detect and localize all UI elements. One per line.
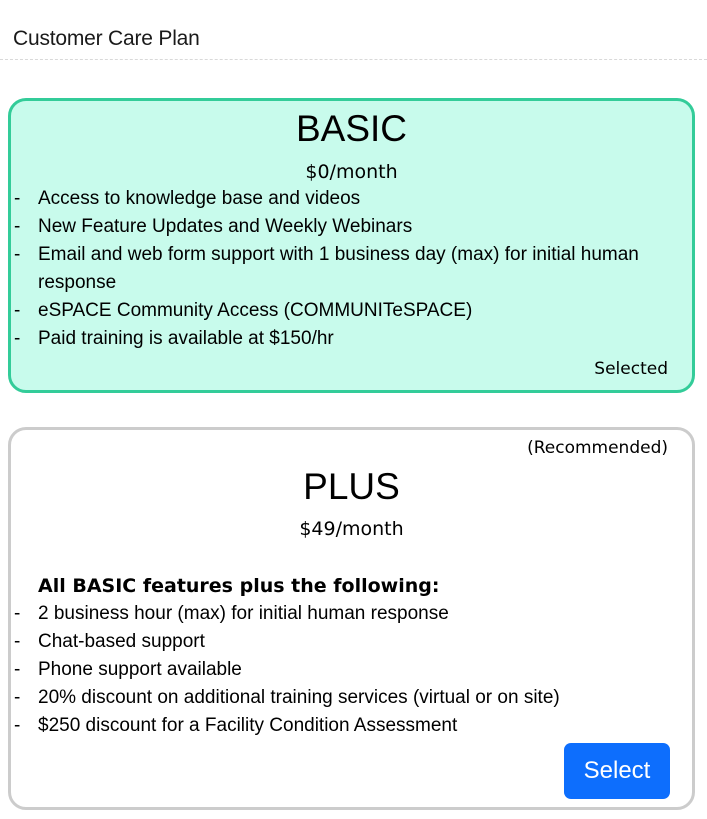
feature-text: Chat-based support	[38, 631, 205, 652]
feature-item	[14, 213, 674, 241]
feature-text: Phone support available	[38, 659, 242, 680]
feature-text: $250 discount for a Facility Condition Assessment	[38, 715, 458, 736]
list-marker: -	[14, 603, 21, 624]
select-plus-button[interactable]: Select	[564, 743, 670, 799]
plan-price: $0/month	[305, 161, 398, 183]
recommended-badge: (Recommended)	[527, 438, 668, 458]
list-marker: -	[14, 216, 21, 237]
feature-text: Paid training is available at $150/hr	[38, 328, 334, 349]
list-marker: -	[14, 300, 21, 321]
plan-price: $49/month	[299, 518, 404, 540]
plan-intro: All BASIC features plus the following:	[38, 575, 440, 597]
list-marker: -	[14, 328, 21, 349]
feature-item	[14, 325, 674, 353]
list-marker: -	[14, 687, 21, 708]
selected-status: Selected	[594, 359, 668, 379]
feature-text: 2 business hour (max) for initial human response	[38, 603, 449, 624]
list-marker: -	[14, 244, 21, 265]
feature-item	[14, 600, 674, 628]
plan-name: BASIC	[295, 108, 408, 149]
list-marker: -	[14, 631, 21, 652]
feature-text: Access to knowledge base and videos	[38, 188, 361, 209]
feature-text: New Feature Updates and Weekly Webinars	[38, 216, 413, 237]
feature-item	[14, 297, 674, 325]
feature-item	[14, 185, 674, 213]
feature-item	[14, 628, 674, 656]
feature-text: eSPACE Community Access (COMMUNITeSPACE)	[38, 300, 473, 321]
feature-list	[14, 185, 674, 353]
feature-list	[14, 600, 674, 740]
plan-name: PLUS	[303, 466, 400, 507]
feature-item	[14, 656, 674, 684]
plan-card-basic[interactable]	[8, 98, 695, 393]
list-marker: -	[14, 715, 21, 736]
list-marker: -	[14, 188, 21, 209]
feature-item	[14, 712, 674, 740]
feature-item	[14, 241, 674, 297]
feature-item	[14, 684, 674, 712]
feature-text: Email and web form support with 1 business day (max) for initial human response	[38, 244, 639, 293]
page-header	[0, 0, 707, 60]
list-marker: -	[14, 659, 21, 680]
page-title: Customer Care Plan	[13, 27, 200, 50]
plan-card-plus[interactable]	[8, 427, 695, 810]
feature-text: 20% discount on additional training services (virtual or on site)	[38, 687, 560, 708]
